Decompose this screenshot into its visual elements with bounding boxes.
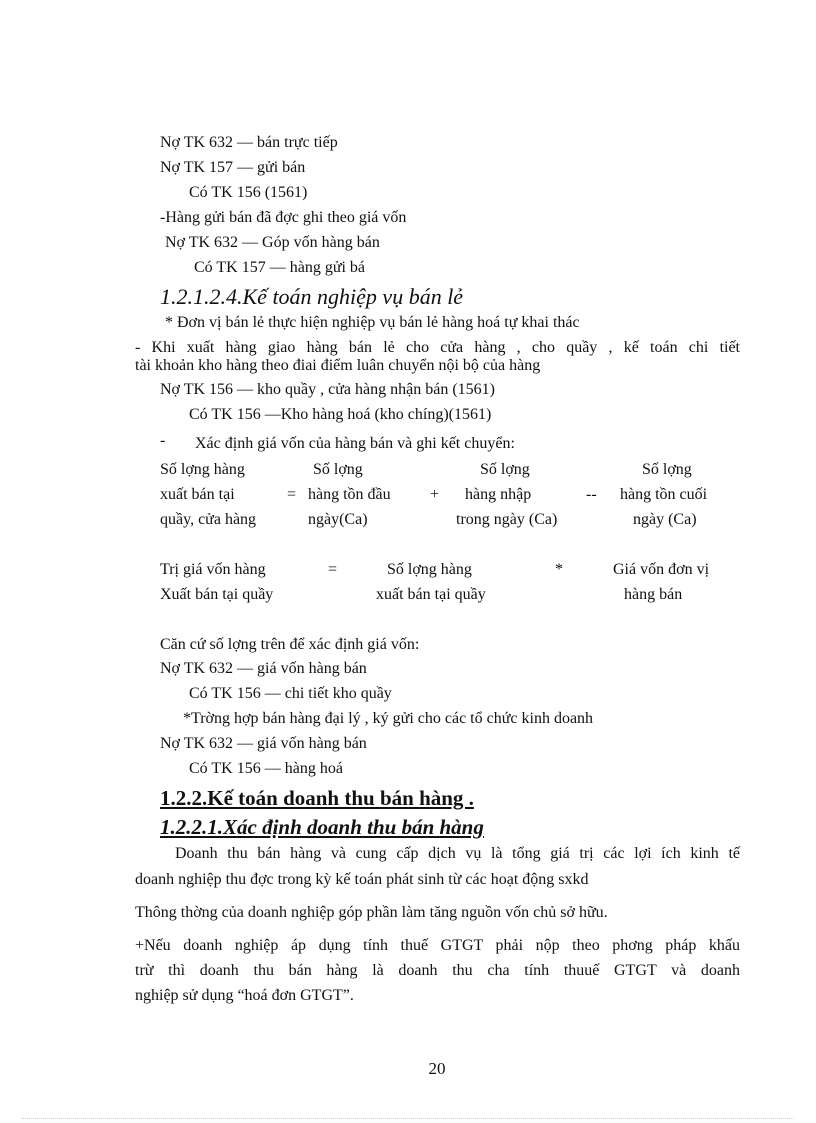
entry-line: Nợ TK 632 — giá vốn hàng bán [160, 735, 367, 752]
formula-operator: = [287, 486, 297, 503]
paragraph-line: Doanh thu bán hàng và cung cấp dịch vụ là tổng giá trị các lợi ích kinh tế [175, 845, 740, 862]
formula-term: hàng nhập [465, 486, 532, 503]
formula-term: hàng tồn cuối [620, 486, 708, 503]
formula-term: Số lợng hàng [160, 461, 245, 478]
formula-term: xuất bán tại quầy [376, 586, 486, 603]
formula-operator: = [328, 561, 338, 578]
formula-term: Trị giá vốn hàng [160, 561, 266, 578]
formula-term: xuất bán tại [160, 486, 235, 503]
formula-term: ngày (Ca) [633, 511, 697, 528]
paragraph-line: Thông thờng của doanh nghiệp góp phần làm tăng nguồn vốn chủ sở hữu. [135, 904, 608, 921]
paragraph-line: *Trờng hợp bán hàng đại lý , ký gửi cho các tổ chức kinh doanh [183, 710, 594, 727]
formula-operator: -- [586, 486, 597, 503]
footer-divider [22, 1118, 794, 1119]
paragraph-line: Xác định giá vốn của hàng bán và ghi kết chuyển: [195, 435, 515, 452]
entry-line: Có TK 156 — chi tiết kho quầy [189, 685, 392, 702]
entry-note: -Hàng gửi bán đã đợc ghi theo giá vốn [160, 209, 407, 226]
formula-term: Số lợng [642, 461, 692, 478]
entry-line: Nợ TK 157 — gửi bán [160, 159, 306, 176]
paragraph-line: +Nếu doanh nghiệp áp dụng tính thuế GTGT phải nộp theo phơng pháp khấu [135, 937, 740, 954]
paragraph-line: * Đơn vị bán lẻ thực hiện nghiệp vụ bán lẻ hàng hoá tự khai thác [165, 314, 580, 331]
entry-line: Có TK 156 —Kho hàng hoá (kho chíng)(1561) [189, 406, 492, 423]
entry-line: Có TK 156 — hàng hoá [189, 760, 343, 777]
paragraph-line: tài khoản kho hàng theo điai điểm luân chuyển nội bộ của hàng [135, 357, 541, 374]
formula-term: quầy, cửa hàng [160, 511, 257, 528]
formula-term: hàng tồn đầu [308, 486, 391, 503]
formula-operator: * [555, 561, 563, 578]
formula-term: ngày(Ca) [308, 511, 368, 528]
entry-line: Nợ TK 156 — kho quầy , cửa hàng nhận bán (1561) [160, 381, 495, 398]
paragraph-line: - Khi xuất hàng giao hàng bán lẻ cho cửa hàng , cho quầy , kế toán chi tiết [135, 339, 740, 356]
entry-line: Có TK 156 (1561) [189, 184, 308, 201]
entry-line: Nợ TK 632 — bán trực tiếp [160, 134, 338, 151]
formula-term: Xuất bán tại quầy [160, 586, 274, 603]
section-heading: 1.2.2.Kế toán doanh thu bán hàng . [160, 786, 474, 810]
paragraph-line: trừ thì doanh thu bán hàng là doanh thu cha tính thuuế GTGT và doanh [135, 962, 740, 979]
entry-line: Nợ TK 632 — Góp vốn hàng bán [165, 234, 380, 251]
formula-term: Số lợng [313, 461, 363, 478]
formula-term: trong ngày (Ca) [456, 511, 558, 528]
formula-term: Số lợng [480, 461, 530, 478]
entry-line: Có TK 157 — hàng gửi bá [194, 259, 366, 276]
page-number: 20 [428, 1059, 446, 1078]
paragraph-line: Căn cứ số lợng trên để xác định giá vốn: [160, 636, 420, 653]
paragraph-line: nghiệp sử dụng “hoá đơn GTGT”. [135, 987, 354, 1004]
subsection-heading: 1.2.2.1.Xác định doanh thu bán hàng [160, 815, 484, 839]
bullet-dash: - [160, 432, 166, 449]
formula-term: hàng bán [624, 586, 683, 603]
formula-operator: + [430, 486, 440, 503]
paragraph-line: doanh nghiệp thu đợc trong kỳ kế toán phát sinh từ các hoạt động sxkd [135, 871, 589, 888]
formula-term: Số lợng hàng [387, 561, 472, 578]
section-heading: 1.2.1.2.4.Kế toán nghiệp vụ bán lẻ [160, 284, 464, 309]
formula-term: Giá vốn đơn vị [613, 561, 710, 578]
entry-line: Nợ TK 632 — giá vốn hàng bán [160, 660, 367, 677]
